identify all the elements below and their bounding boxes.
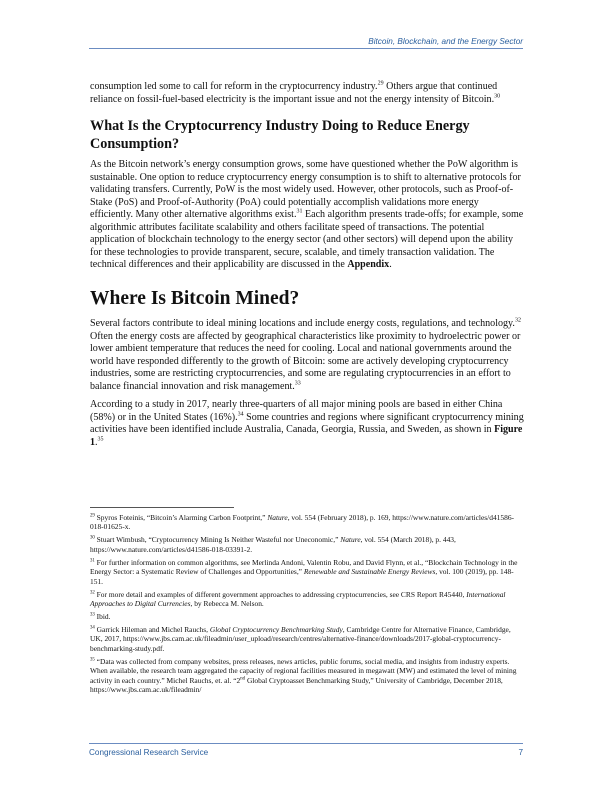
footnote-ref-30[interactable]: 30 <box>494 93 501 100</box>
footnote-number: 35 <box>90 657 95 663</box>
text-run: For further information on common algorithms, see Merlinda Andoni, Valentin Robu, and David Flynn, et al., “Blockchain Technology in the Energy Sector: a Systematic Review of Challenges and Opportunities,” <box>90 557 518 577</box>
footnote-32 <box>90 590 524 609</box>
footnote-ref-31[interactable]: 31 <box>296 208 303 215</box>
footnote-separator <box>90 507 234 508</box>
footnote-number: 32 <box>90 590 95 596</box>
footnote-ref-29[interactable]: 29 <box>377 80 384 87</box>
footnote-number: 34 <box>90 625 95 631</box>
footnote-34 <box>90 625 524 653</box>
journal-title: Renewable and Sustainable Energy Reviews <box>303 567 436 577</box>
text-run: , vol. 554 (March 2018), p. 443, https://www.nature.com/articles/d41586-018-03391-2. <box>90 535 456 554</box>
header-rule <box>89 48 523 49</box>
text-run: According to a study in 2017, nearly three-quarters of all major mining pools are based in either China (58%) or in the United States (16%). <box>90 399 503 423</box>
report-title: International Approaches to Digital Currencies <box>90 589 506 609</box>
paragraph-mining-factors <box>90 318 524 393</box>
text-run: . <box>389 259 392 271</box>
footnote-ref-32[interactable]: 32 <box>514 317 521 324</box>
footnote-29 <box>90 513 524 532</box>
text-run: , Cambridge Centre for Alternative Finance, Cambridge, UK, 2017, https://www.jbs.cam.ac.uk/fileadmin/user_upload/research/centres/alternative-finance/downloads/2017-global-cryptocurrency-benchmarking-study.pdf. <box>90 625 511 653</box>
footnote-ref-33[interactable]: 33 <box>294 380 301 387</box>
footnotes <box>90 513 524 698</box>
text-run: “Data was collected from company websites, press releases, news articles, public forums, social media, and insights from industry experts. When available, the research team aggregated the capacity of regional facilities measured in megawatt (MW) and estimated the level of mining activity in each country.” Michel Rauchs, et. al. “2 <box>90 656 517 685</box>
appendix-link[interactable]: Appendix <box>347 259 390 271</box>
footnote-ref-35[interactable]: 35 <box>97 436 104 443</box>
text-run: Each algorithm presents trade-offs; for example, some algorithmic attributes facilitate scalability and others facilitate speed of transactions. The potential application of blockchain technology to the energy sector (and other sectors) will depend upon the ability for these technologies to provide transparent, secure, scalable, and timely transaction validation. The technical differences and their applicability are discussed in the <box>90 209 524 271</box>
paragraph-reduce-energy <box>90 159 524 272</box>
text-run: , vol. 100 (2019), pp. 148-151. <box>90 567 514 586</box>
paragraph-intro <box>90 81 524 106</box>
footnote-33 <box>90 612 524 621</box>
text-run: Stuart Wimbush, “Cryptocurrency Mining Is Neither Wasteful nor Uneconomic,” <box>94 535 341 545</box>
text-run: . <box>95 436 98 448</box>
page-number: 7 <box>518 748 523 757</box>
running-header-title: Bitcoin, Blockchain, and the Energy Sector <box>368 37 523 46</box>
footnote-number: 30 <box>90 535 95 541</box>
footer-rule <box>89 743 523 744</box>
footnote-number: 31 <box>90 558 95 564</box>
text-run: Ibid. <box>94 612 111 622</box>
main-content <box>90 81 524 449</box>
text-run: For more detail and examples of different government approaches to addressing cryptocurrencies, see CRS Report R45440, <box>94 589 467 599</box>
journal-title: Nature <box>340 535 361 545</box>
footnote-ref-34[interactable]: 34 <box>237 411 244 418</box>
text-run: Spyros Foteinis, “Bitcoin’s Alarming Carbon Footprint,” <box>94 513 268 522</box>
footnote-31 <box>90 558 524 586</box>
figure-1-link[interactable]: Figure 1 <box>90 424 523 448</box>
text-run: Garrick Hileman and Michel Rauchs, <box>94 625 210 635</box>
text-run: Some countries and regions where significant cryptocurrency mining activities have been identified include Australia, Canada, Georgia, Russia, and Sweden, as shown in <box>90 411 524 436</box>
text-run: consumption led some to call for reform in the cryptocurrency industry. <box>90 81 378 92</box>
section-heading-reduce-energy: What Is the Cryptocurrency Industry Doing to Reduce Energy Consumption? <box>90 118 470 152</box>
text-run: , by Rebecca M. Nelson. <box>190 599 264 609</box>
footnote-number: 33 <box>90 612 95 618</box>
text-run: Several factors contribute to ideal mining locations and include energy costs, regulations, and technology. <box>90 318 515 330</box>
footer-publisher: Congressional Research Service <box>89 748 209 757</box>
ordinal-suffix: nd <box>240 676 246 682</box>
footnote-number: 29 <box>90 513 95 519</box>
study-title: Global Cryptocurrency Benchmarking Study <box>209 625 343 635</box>
paragraph-mining-pools <box>90 399 524 449</box>
footnote-30 <box>90 535 524 554</box>
text-run: Others argue that continued reliance on fossil-fuel-based electricity is the important issue and not the energy intensity of Bitcoin. <box>90 81 498 105</box>
text-run: As the Bitcoin network’s energy consumption grows, some have questioned whether the PoW algorithm is sustainable. One option to reduce cryptocurrency energy consumption is to shift to alternative protocols for validating transfers. Currently, PoW is the most widely used. However, other protocols, such as Proof-of-Stake (PoS) and Proof-of-Authority (PoA) could potentially accomplish validations more energy efficiently. Many other alternative algorithms exist. <box>90 159 521 221</box>
text-run: , vol. 554 (February 2018), p. 169, https://www.nature.com/articles/d41586-018-01625-x. <box>90 513 515 532</box>
footnote-35 <box>90 657 524 695</box>
section-heading-where-mined: Where Is Bitcoin Mined? <box>90 288 300 310</box>
text-run: Often the energy costs are affected by geographical characteristics like proximity to hydroelectric power or lower ambient temperature that reduces the need for cooling. Local and national governments around the world have responded differently to the growth of Bitcoin: some are actively developing cryptocurrency industries, some are restricting cryptocurrencies, and some are regulating cryptocurrencies in an effort to balance financial innovation and risk management. <box>90 330 521 392</box>
journal-title: Nature <box>267 513 288 522</box>
text-run: Global Cryptoasset Benchmarking Study,” University of Cambridge, December 2018, https://www.jbs.cam.ac.uk/fileadmin/ <box>90 675 503 695</box>
